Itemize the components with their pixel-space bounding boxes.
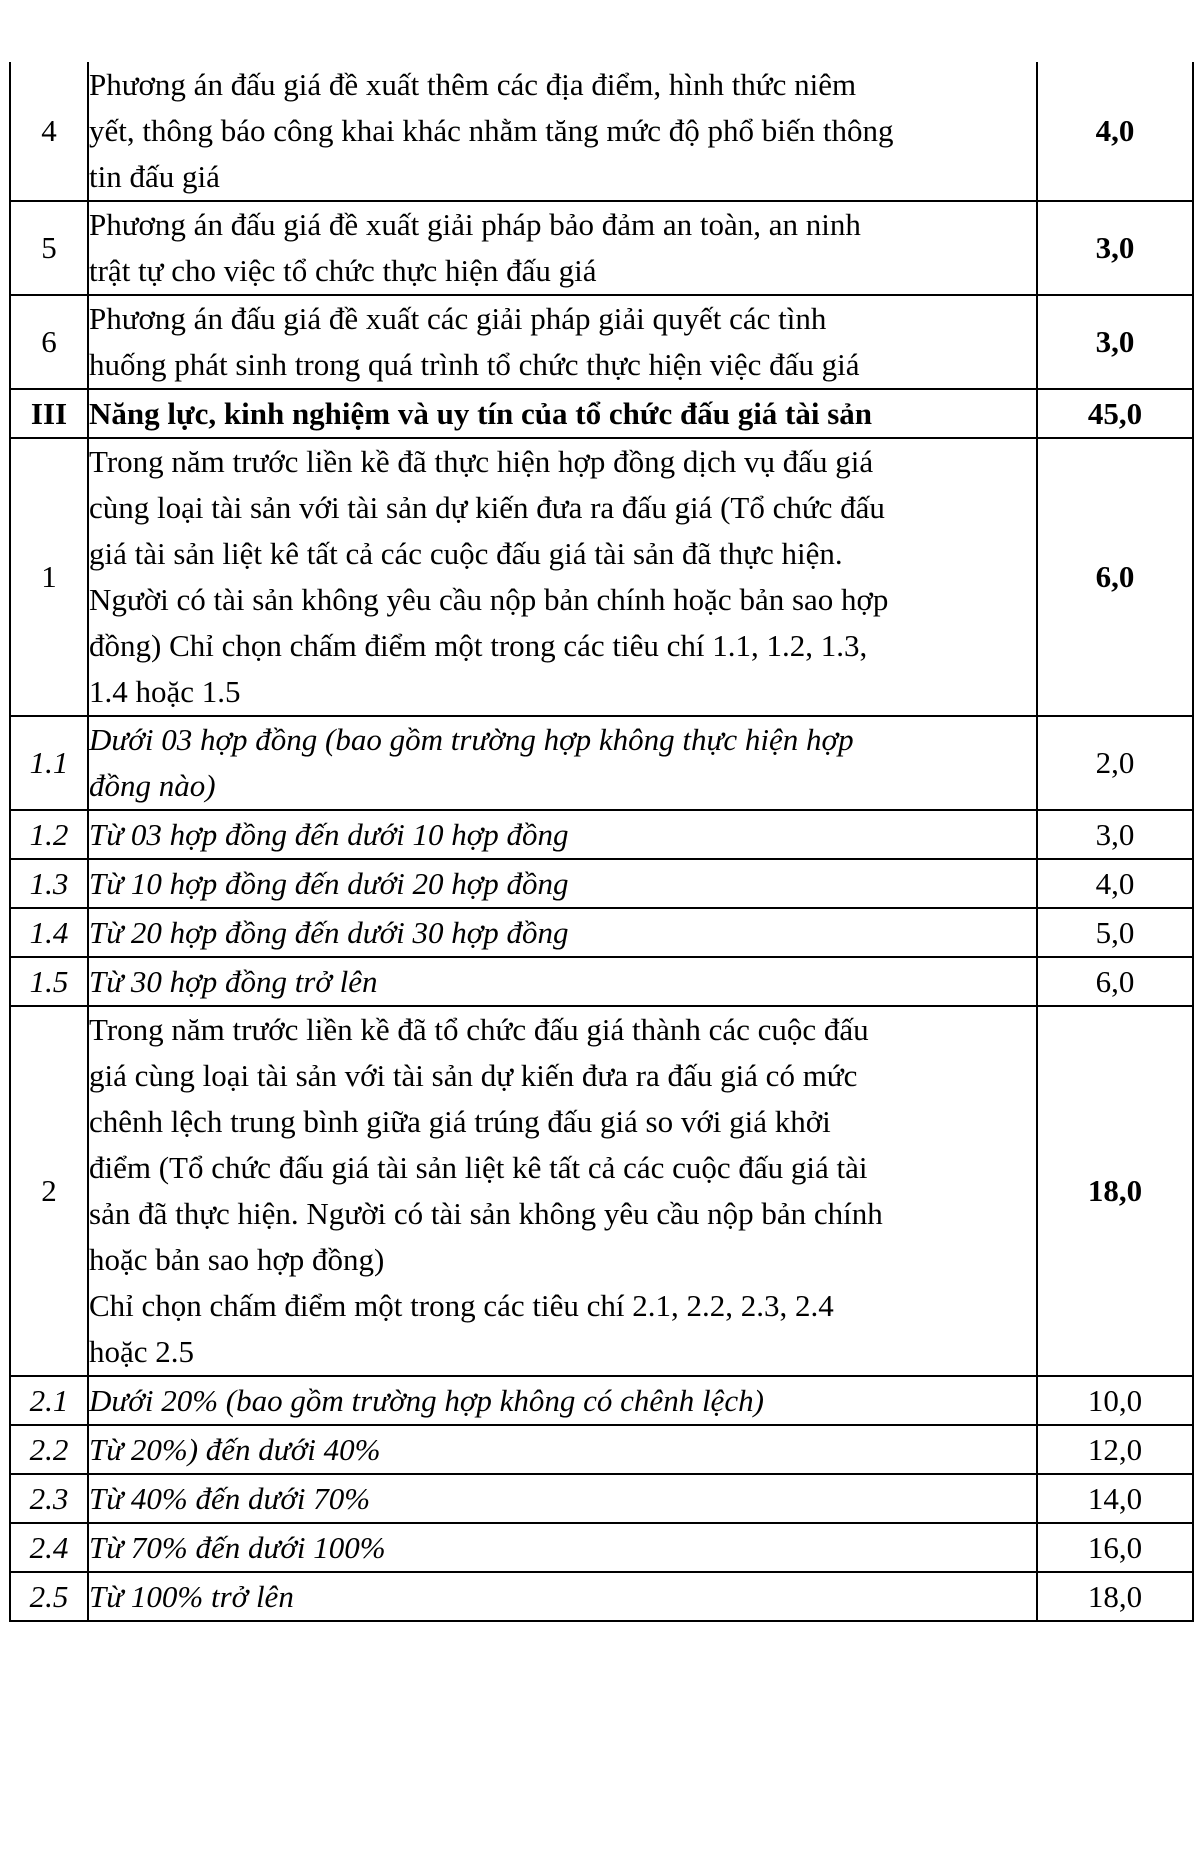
description-line: chênh lệch trung bình giữa giá trúng đấu giá so với giá khởi	[89, 1104, 831, 1139]
section-number: III	[10, 389, 88, 438]
row-description	[88, 1572, 1037, 1621]
row-description	[88, 1376, 1037, 1425]
row-number: 1.5	[10, 957, 88, 1006]
description-line: Từ 70% đến dưới 100%	[89, 1529, 386, 1565]
row-points: 18,0	[1037, 1572, 1193, 1621]
row-description	[88, 438, 1037, 716]
description-line: Phương án đấu giá đề xuất giải pháp bảo đảm an toàn, an ninh	[89, 207, 861, 242]
row-number: 1.4	[10, 908, 88, 957]
row-number: 2.5	[10, 1572, 88, 1621]
row-points: 4,0	[1037, 859, 1193, 908]
description-line: Người có tài sản không yêu cầu nộp bản chính hoặc bản sao hợp	[89, 582, 889, 617]
row-number: 6	[10, 295, 88, 389]
row-description	[88, 1474, 1037, 1523]
table-row	[10, 1006, 1193, 1376]
table-row	[10, 62, 1193, 201]
description-line: giá cùng loại tài sản với tài sản dự kiến đưa ra đấu giá có mức	[89, 1058, 858, 1093]
section-row	[10, 389, 1193, 438]
description-line: Từ 03 hợp đồng đến dưới 10 hợp đồng	[89, 816, 569, 852]
row-description	[88, 62, 1037, 201]
row-points: 5,0	[1037, 908, 1193, 957]
row-points: 14,0	[1037, 1474, 1193, 1523]
row-description	[88, 859, 1037, 908]
row-description	[88, 201, 1037, 295]
description-line: tin đấu giá	[89, 159, 220, 194]
scoring-table	[9, 62, 1194, 1622]
description-line: Trong năm trước liền kề đã tổ chức đấu giá thành các cuộc đấu	[89, 1012, 869, 1047]
sub-row	[10, 810, 1193, 859]
row-points: 3,0	[1037, 810, 1193, 859]
description-line: Chỉ chọn chấm điểm một trong các tiêu chí 2.1, 2.2, 2.3, 2.4	[89, 1288, 834, 1323]
row-number: 4	[10, 62, 88, 201]
row-points: 16,0	[1037, 1523, 1193, 1572]
sub-row	[10, 1474, 1193, 1523]
description-line: huống phát sinh trong quá trình tổ chức thực hiện việc đấu giá	[89, 347, 860, 382]
sub-row	[10, 1572, 1193, 1621]
description-line: sản đã thực hiện. Người có tài sản không yêu cầu nộp bản chính	[89, 1196, 883, 1231]
description-line: Phương án đấu giá đề xuất các giải pháp giải quyết các tình	[89, 301, 827, 336]
row-number: 2.2	[10, 1425, 88, 1474]
description-line: trật tự cho việc tổ chức thực hiện đấu giá	[89, 253, 597, 288]
row-points: 12,0	[1037, 1425, 1193, 1474]
sub-row	[10, 908, 1193, 957]
description-line: hoặc 2.5	[89, 1334, 195, 1369]
row-description	[88, 957, 1037, 1006]
row-number: 2.3	[10, 1474, 88, 1523]
row-number: 5	[10, 201, 88, 295]
sub-row	[10, 859, 1193, 908]
row-description	[88, 1006, 1037, 1376]
row-points: 4,0	[1037, 62, 1193, 201]
sub-row	[10, 1425, 1193, 1474]
table-row	[10, 201, 1193, 295]
row-number: 2	[10, 1006, 88, 1376]
row-points: 3,0	[1037, 295, 1193, 389]
description-line: Trong năm trước liền kề đã thực hiện hợp đồng dịch vụ đấu giá	[89, 444, 874, 479]
row-description	[88, 716, 1037, 810]
row-description	[88, 1523, 1037, 1572]
row-description	[88, 810, 1037, 859]
description-line: Từ 30 hợp đồng trở lên	[89, 963, 378, 999]
description-line: đồng nào)	[89, 768, 216, 803]
row-points: 10,0	[1037, 1376, 1193, 1425]
description-line: Từ 10 hợp đồng đến dưới 20 hợp đồng	[89, 865, 569, 901]
description-line: điểm (Tổ chức đấu giá tài sản liệt kê tất cả các cuộc đấu giá tài	[89, 1150, 868, 1185]
description-line: cùng loại tài sản với tài sản dự kiến đưa ra đấu giá (Tổ chức đấu	[89, 490, 885, 525]
description-line: Từ 100% trở lên	[89, 1578, 294, 1614]
description-line: hoặc bản sao hợp đồng)	[89, 1242, 385, 1277]
description-line: Phương án đấu giá đề xuất thêm các địa điểm, hình thức niêm	[89, 67, 857, 102]
row-points: 2,0	[1037, 716, 1193, 810]
row-number: 1.2	[10, 810, 88, 859]
row-points: 18,0	[1037, 1006, 1193, 1376]
description-line: Dưới 20% (bao gồm trường hợp không có chênh lệch)	[89, 1382, 764, 1418]
description-line: Từ 40% đến dưới 70%	[89, 1480, 371, 1516]
table-row	[10, 438, 1193, 716]
sub-row	[10, 1376, 1193, 1425]
row-points: 6,0	[1037, 957, 1193, 1006]
row-number: 2.4	[10, 1523, 88, 1572]
row-points: 3,0	[1037, 201, 1193, 295]
description-line: giá tài sản liệt kê tất cả các cuộc đấu giá tài sản đã thực hiện.	[89, 536, 843, 571]
description-line: Từ 20 hợp đồng đến dưới 30 hợp đồng	[89, 914, 569, 950]
row-number: 1	[10, 438, 88, 716]
description-line: Dưới 03 hợp đồng (bao gồm trường hợp không thực hiện hợp	[89, 722, 854, 757]
row-description	[88, 295, 1037, 389]
sub-row	[10, 716, 1193, 810]
description-line: Năng lực, kinh nghiệm và uy tín của tổ chức đấu giá tài sản	[89, 395, 873, 431]
description-line: 1.4 hoặc 1.5	[89, 674, 241, 709]
sub-row	[10, 957, 1193, 1006]
row-description	[88, 908, 1037, 957]
row-number: 1.3	[10, 859, 88, 908]
table-row	[10, 295, 1193, 389]
description-line: Từ 20%) đến dưới 40%	[89, 1431, 381, 1467]
row-description	[88, 1425, 1037, 1474]
row-number: 2.1	[10, 1376, 88, 1425]
description-line: đồng) Chỉ chọn chấm điểm một trong các tiêu chí 1.1, 1.2, 1.3,	[89, 628, 868, 663]
row-points: 6,0	[1037, 438, 1193, 716]
sub-row	[10, 1523, 1193, 1572]
section-title	[88, 389, 1037, 438]
description-line: yết, thông báo công khai khác nhằm tăng mức độ phổ biến thông	[89, 113, 894, 148]
section-points: 45,0	[1037, 389, 1193, 438]
row-number: 1.1	[10, 716, 88, 810]
